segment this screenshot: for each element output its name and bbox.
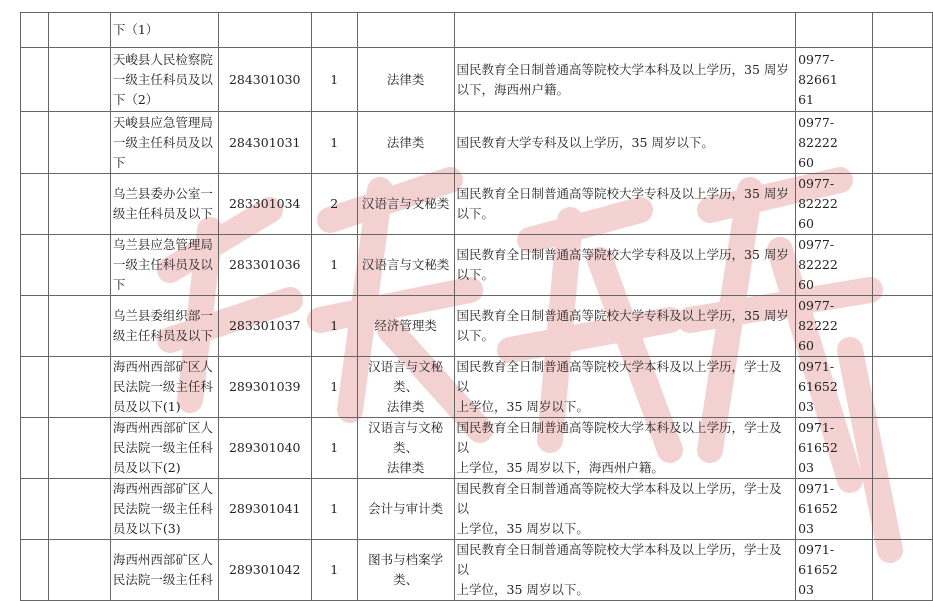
unit-text: 海西州西部矿区人 民法院一级主任科 员及以下(2) xyxy=(112,420,213,475)
phone-cell xyxy=(796,540,873,601)
blank-cell xyxy=(48,235,110,296)
phone-text: 0971-61652 03 xyxy=(798,359,838,414)
requirement-cell xyxy=(454,174,796,235)
blank-cell xyxy=(48,479,110,540)
margin-cell xyxy=(21,479,49,540)
position-code-text: 289301039 xyxy=(228,379,301,394)
phone-text: 0977-82222 60 xyxy=(798,237,838,292)
hiring-count-cell xyxy=(311,296,357,357)
margin-cell xyxy=(21,235,49,296)
major-cell xyxy=(357,112,454,174)
position-code-text: 289301040 xyxy=(228,440,301,455)
margin-cell xyxy=(21,112,49,174)
unit-text: 下（1） xyxy=(112,22,159,37)
requirement-text: 国民教育全日制普通高等院校大学本科及以上学历，学士及以 上学位，35 周岁以下。 xyxy=(456,542,782,597)
position-code-cell xyxy=(218,13,311,48)
major-text: 会计与审计类 xyxy=(368,501,444,516)
blank-cell xyxy=(48,296,110,357)
phone-cell xyxy=(796,48,873,112)
hiring-count-text: 1 xyxy=(330,562,339,577)
unit-text: 天峻县人民检察院 一级主任科员及以 下（2） xyxy=(112,51,213,107)
unit-text: 海西州西部矿区人 民法院一级主任科 xyxy=(112,552,213,587)
major-text: 法律类 xyxy=(386,134,425,150)
requirement-text: 国民教育全日制普通高等院校大学本科及以上学历，学士及以 上学位，35 周岁以下。 xyxy=(456,359,782,414)
margin-cell xyxy=(21,13,49,48)
position-code-cell xyxy=(218,112,311,174)
phone-cell xyxy=(796,112,873,174)
unit-text: 乌兰县委办公室一 级主任科员及以下 xyxy=(112,186,213,221)
requirement-text: 国民教育全日制普通高等院校大学专科及以上学历，35 周岁 以下。 xyxy=(456,186,789,221)
hiring-count-cell xyxy=(311,112,357,174)
phone-cell xyxy=(796,418,873,479)
phone-text: 0977- 82222 60 xyxy=(798,114,838,170)
margin-cell xyxy=(21,418,49,479)
phone-cell xyxy=(796,357,873,418)
major-text: 经济管理类 xyxy=(374,318,437,333)
position-code-cell xyxy=(218,479,311,540)
hiring-count-cell xyxy=(311,174,357,235)
major-cell xyxy=(357,235,454,296)
hiring-count-cell xyxy=(311,235,357,296)
requirement-text: 国民教育全日制普通高等院校大学专科及以上学历，35 周岁 以下。 xyxy=(456,247,789,282)
table-row xyxy=(21,540,933,601)
blank-cell xyxy=(48,418,110,479)
hiring-count-text: 1 xyxy=(330,501,339,516)
hiring-count-cell xyxy=(311,48,357,112)
hiring-count-text: 1 xyxy=(330,257,339,272)
position-code-text: 289301041 xyxy=(228,501,301,516)
remark-cell xyxy=(873,540,933,601)
requirement-text: 国民教育全日制普通高等院校大学本科及以上学历，学士及以 上学位，35 周岁以下，海西州户籍。 xyxy=(456,420,782,475)
hiring-count-cell xyxy=(311,418,357,479)
remark-cell xyxy=(873,296,933,357)
unit-text: 海西州西部矿区人 民法院一级主任科 员及以下(1) xyxy=(112,359,213,414)
position-code-text: 284301030 xyxy=(228,71,301,87)
remark-cell xyxy=(873,13,933,48)
hiring-count-cell xyxy=(311,13,357,48)
margin-cell xyxy=(21,357,49,418)
blank-cell xyxy=(48,48,110,112)
table-row xyxy=(21,112,933,174)
position-code-cell xyxy=(218,174,311,235)
phone-text: 0971-61652 03 xyxy=(798,420,838,475)
major-cell xyxy=(357,418,454,479)
margin-cell xyxy=(21,296,49,357)
phone-cell xyxy=(796,479,873,540)
major-text: 汉语言与文秘类 xyxy=(361,257,450,272)
unit-cell xyxy=(110,296,218,357)
hiring-count-cell xyxy=(311,540,357,601)
table-row xyxy=(21,174,933,235)
hiring-count-text: 1 xyxy=(330,71,339,87)
phone-text: 0977- 82661 61 xyxy=(798,51,838,107)
requirement-text: 国民教育全日制普通高等院校大学本科及以上学历，学士及以 上学位，35 周岁以下。 xyxy=(456,481,782,536)
major-cell xyxy=(357,13,454,48)
requirement-cell xyxy=(454,357,796,418)
unit-cell xyxy=(110,235,218,296)
major-text: 法律类 xyxy=(386,71,425,87)
remark-cell xyxy=(873,235,933,296)
requirement-cell xyxy=(454,48,796,112)
unit-cell xyxy=(110,112,218,174)
jobs-table xyxy=(20,12,933,601)
table-row xyxy=(21,13,933,48)
remark-cell xyxy=(873,174,933,235)
major-text: 图书与档案学 类、 xyxy=(368,552,444,587)
unit-text: 海西州西部矿区人 民法院一级主任科 员及以下(3) xyxy=(112,481,213,536)
table-row xyxy=(21,296,933,357)
phone-cell xyxy=(796,174,873,235)
requirement-text: 国民教育全日制普通高等院校大学本科及以上学历，35 周岁 以下，海西州户籍。 xyxy=(456,61,789,97)
major-text: 汉语言与文秘 类、 法律类 xyxy=(368,420,444,475)
hiring-count-text: 1 xyxy=(330,440,339,455)
remark-cell xyxy=(873,479,933,540)
hiring-count-text: 1 xyxy=(330,379,339,394)
phone-text: 0977-82222 60 xyxy=(798,298,838,353)
requirement-cell xyxy=(454,13,796,48)
requirement-cell xyxy=(454,540,796,601)
position-code-text: 289301042 xyxy=(228,562,301,577)
unit-cell xyxy=(110,13,218,48)
hiring-count-text: 1 xyxy=(330,134,339,150)
position-code-cell xyxy=(218,357,311,418)
table-row xyxy=(21,418,933,479)
position-code-text: 284301031 xyxy=(228,134,301,150)
requirement-cell xyxy=(454,296,796,357)
major-cell xyxy=(357,540,454,601)
margin-cell xyxy=(21,540,49,601)
position-code-cell xyxy=(218,418,311,479)
phone-cell xyxy=(796,235,873,296)
blank-cell xyxy=(48,13,110,48)
hiring-count-text: 2 xyxy=(330,196,339,211)
phone-text: 0971-61652 03 xyxy=(798,481,838,536)
position-code-text: 283301034 xyxy=(228,196,301,211)
phone-cell xyxy=(796,13,873,48)
unit-cell xyxy=(110,357,218,418)
table-row xyxy=(21,48,933,112)
major-cell xyxy=(357,48,454,112)
margin-cell xyxy=(21,48,49,112)
position-code-cell xyxy=(218,235,311,296)
major-cell xyxy=(357,357,454,418)
position-code-text: 283301037 xyxy=(228,318,301,333)
major-text: 汉语言与文秘类 xyxy=(361,196,450,211)
unit-text: 乌兰县应急管理局 一级主任科员及以 下 xyxy=(112,237,213,292)
position-code-cell xyxy=(218,48,311,112)
unit-cell xyxy=(110,174,218,235)
phone-cell xyxy=(796,296,873,357)
major-cell xyxy=(357,479,454,540)
unit-cell xyxy=(110,479,218,540)
requirement-cell xyxy=(454,112,796,174)
phone-text: 0977- 82222 60 xyxy=(798,176,838,231)
table-row xyxy=(21,235,933,296)
unit-text: 乌兰县委组织部一 级主任科员及以下 xyxy=(112,308,213,343)
major-text: 汉语言与文秘 类、 法律类 xyxy=(368,359,444,414)
blank-cell xyxy=(48,112,110,174)
unit-cell xyxy=(110,48,218,112)
blank-cell xyxy=(48,357,110,418)
requirement-cell xyxy=(454,235,796,296)
phone-text: 0971-61652 03 xyxy=(798,542,838,597)
requirement-cell xyxy=(454,418,796,479)
requirement-cell xyxy=(454,479,796,540)
major-cell xyxy=(357,174,454,235)
remark-cell xyxy=(873,48,933,112)
hiring-count-cell xyxy=(311,357,357,418)
unit-cell xyxy=(110,418,218,479)
table-row xyxy=(21,357,933,418)
remark-cell xyxy=(873,418,933,479)
margin-cell xyxy=(21,174,49,235)
unit-cell xyxy=(110,540,218,601)
remark-cell xyxy=(873,112,933,174)
blank-cell xyxy=(48,540,110,601)
requirement-text: 国民教育大学专科及以上学历，35 周岁以下。 xyxy=(456,134,714,150)
remark-cell xyxy=(873,357,933,418)
hiring-count-cell xyxy=(311,479,357,540)
position-code-cell xyxy=(218,296,311,357)
blank-cell xyxy=(48,174,110,235)
requirement-text: 国民教育全日制普通高等院校大学专科及以上学历，35 周岁 以下。 xyxy=(456,308,789,343)
position-code-cell xyxy=(218,540,311,601)
unit-text: 天峻县应急管理局 一级主任科员及以 下 xyxy=(112,114,213,170)
major-cell xyxy=(357,296,454,357)
hiring-count-text: 1 xyxy=(330,318,339,333)
table-row xyxy=(21,479,933,540)
position-code-text: 283301036 xyxy=(228,257,301,272)
